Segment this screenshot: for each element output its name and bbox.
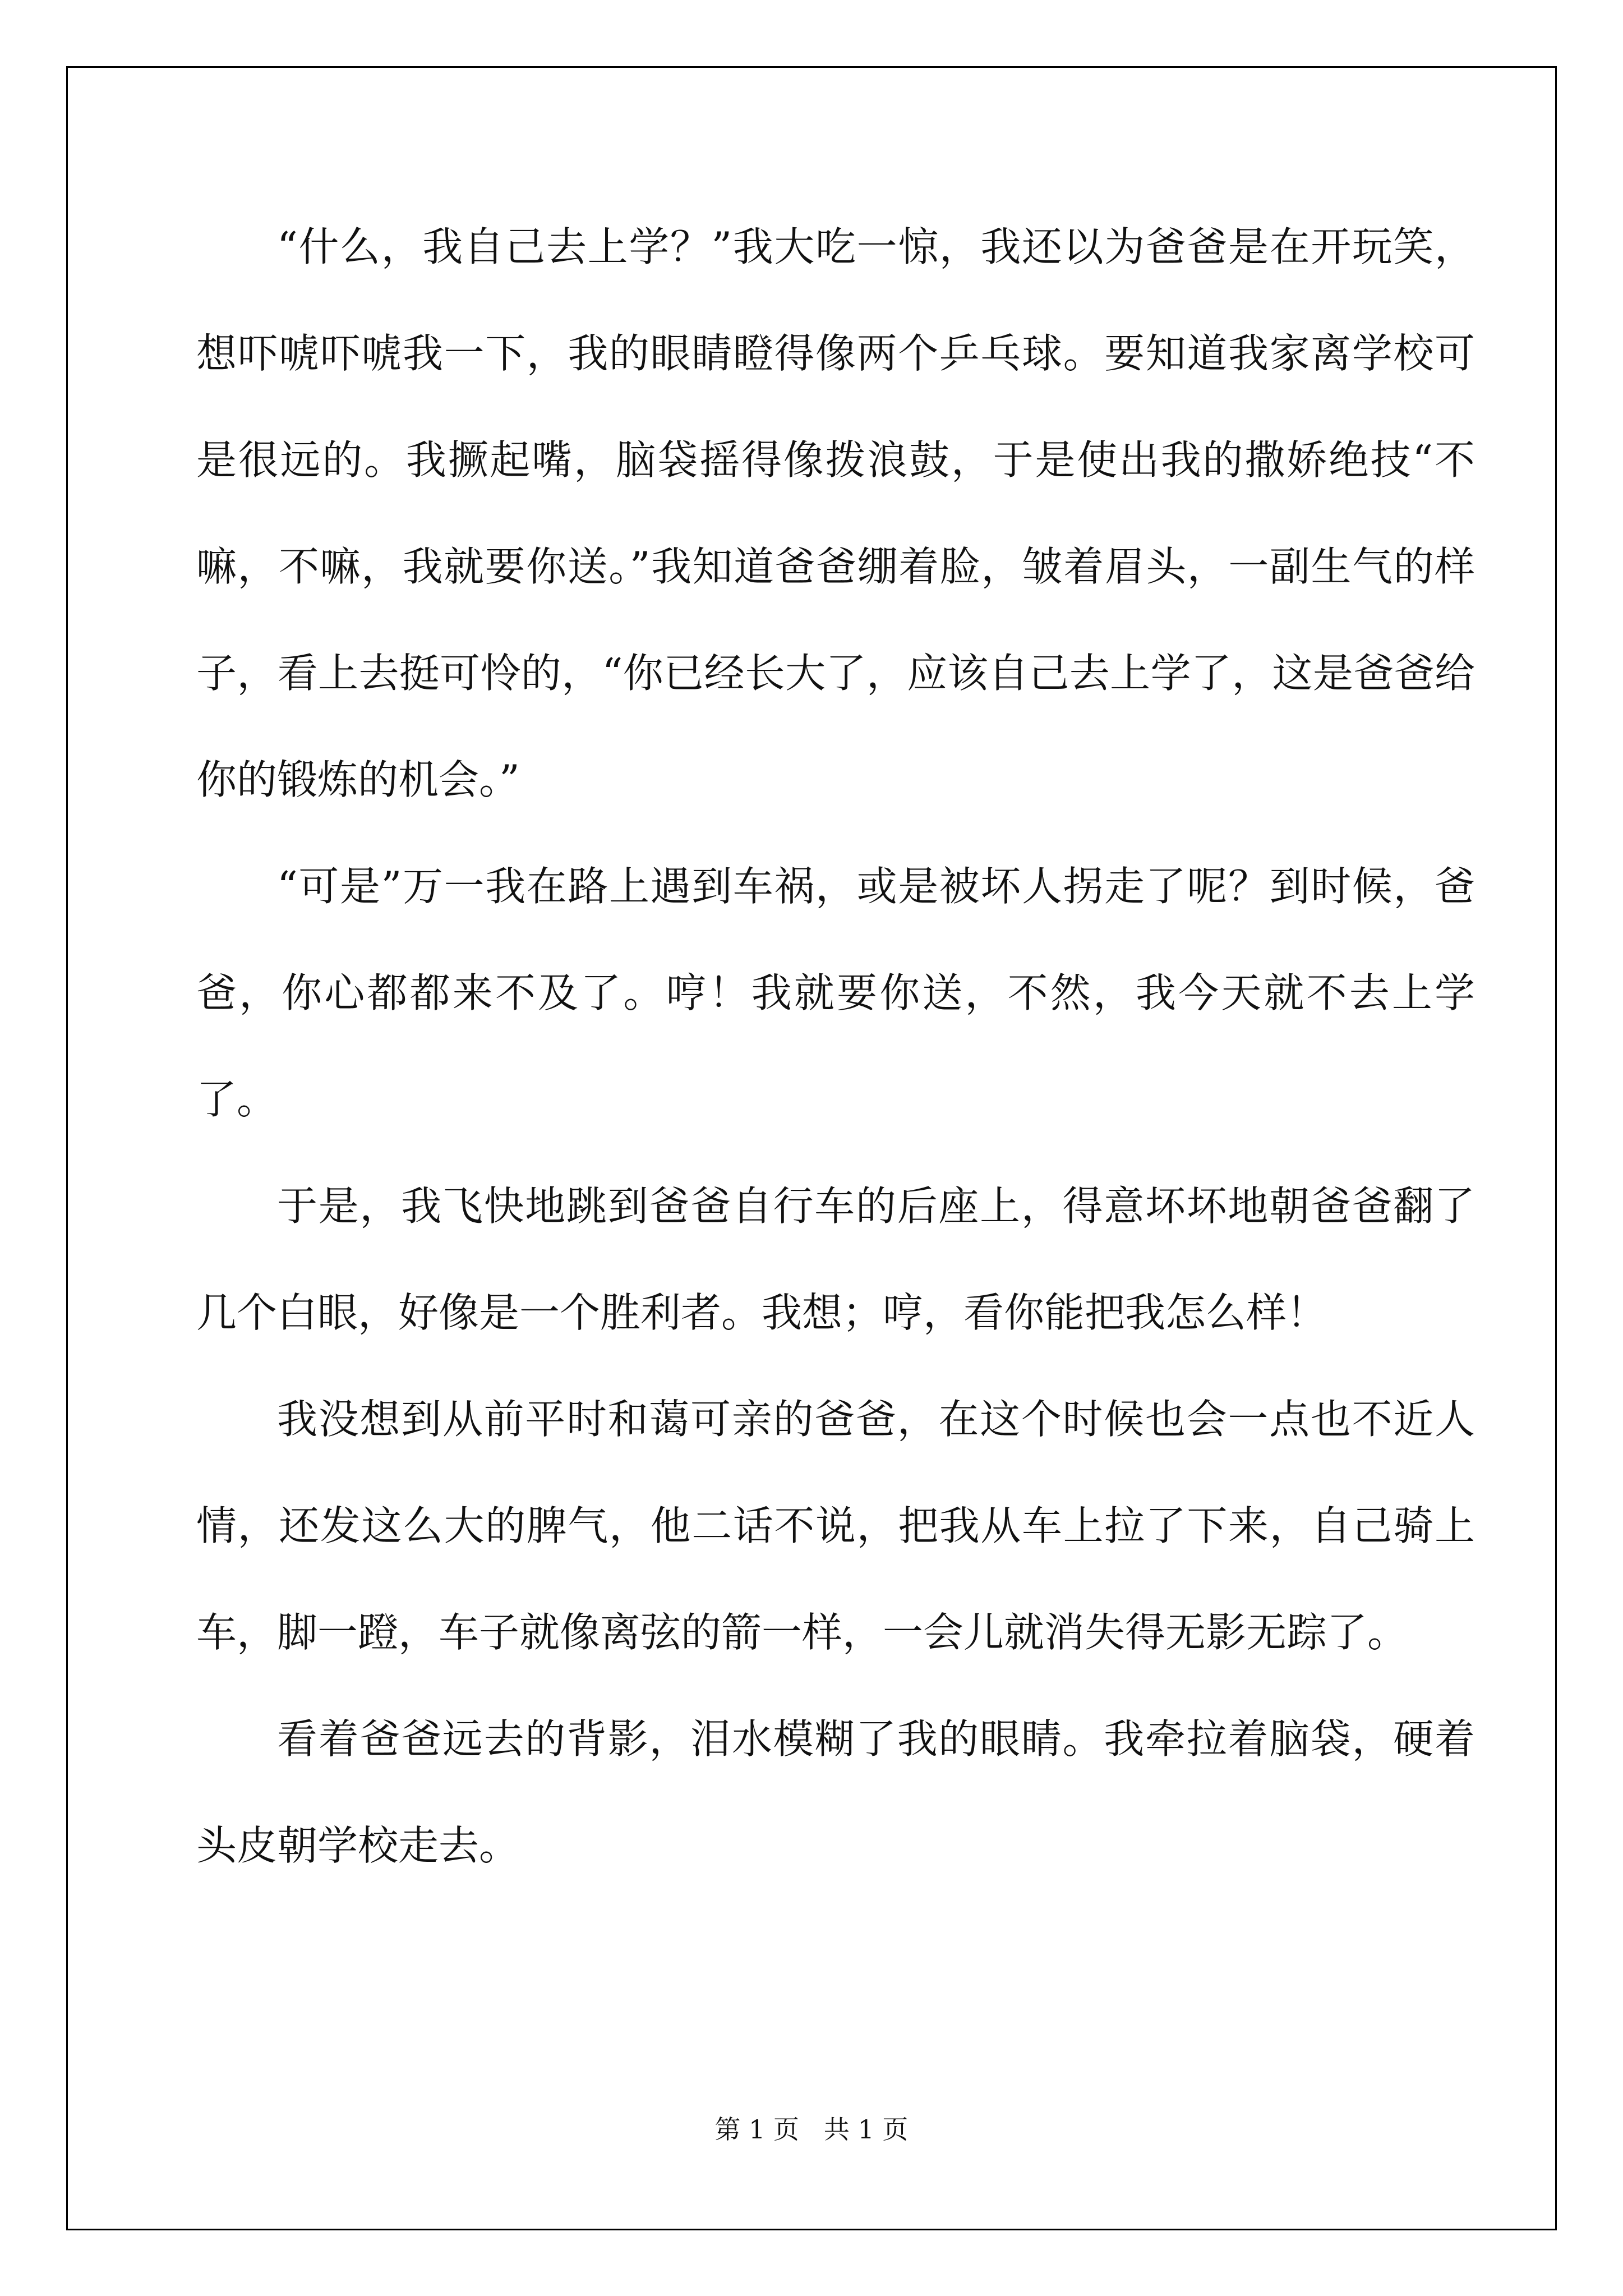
page-footer: 第 1 页 共 1 页 [714, 2114, 909, 2145]
paragraph-4: 我没想到从前平时和蔼可亲的爸爸，在这个时候也会一点也不近人情，还发这么大的脾气，他二话不说，把我从车上拉了下来，自己骑上车，脚一蹬，车子就像离弦的箭一样，一会儿就消失得无影无踪了。 [196, 1396, 1475, 1656]
paragraph-3: 于是，我飞快地跳到爸爸自行车的后座上，得意坏坏地朝爸爸翻了几个白眼，好像是一个胜利者。我想；哼，看你能把我怎么样！ [196, 1182, 1475, 1336]
paragraph-2: “可是”万一我在路上遇到车祸，或是被坏人拐走了呢？到时候，爸爸，你心都都来不及了。哼！我就要你送，不然，我今天就不去上学了。 [196, 863, 1475, 1123]
document-body [196, 194, 1475, 1899]
paragraph-1: “什么，我自己去上学？”我大吃一惊，我还以为爸爸是在开玩笑，想吓唬吓唬我一下，我的眼睛瞪得像两个乒乓球。要知道我家离学校可是很远的。我撅起嘴，脑袋摇得像拨浪鼓，于是使出我的撒娇绝技“不嘛，不嘛，我就要你送。”我知道爸爸绷着脸，皱着眉头，一副生气的样子，看上去挺可怜的，“你已经长大了，应该自己去上学了，这是爸爸给你的锻炼的机会。” [196, 223, 1475, 803]
paragraph-5: 看着爸爸远去的背影，泪水模糊了我的眼睛。我牵拉着脑袋，硬着头皮朝学校走去。 [196, 1715, 1475, 1869]
